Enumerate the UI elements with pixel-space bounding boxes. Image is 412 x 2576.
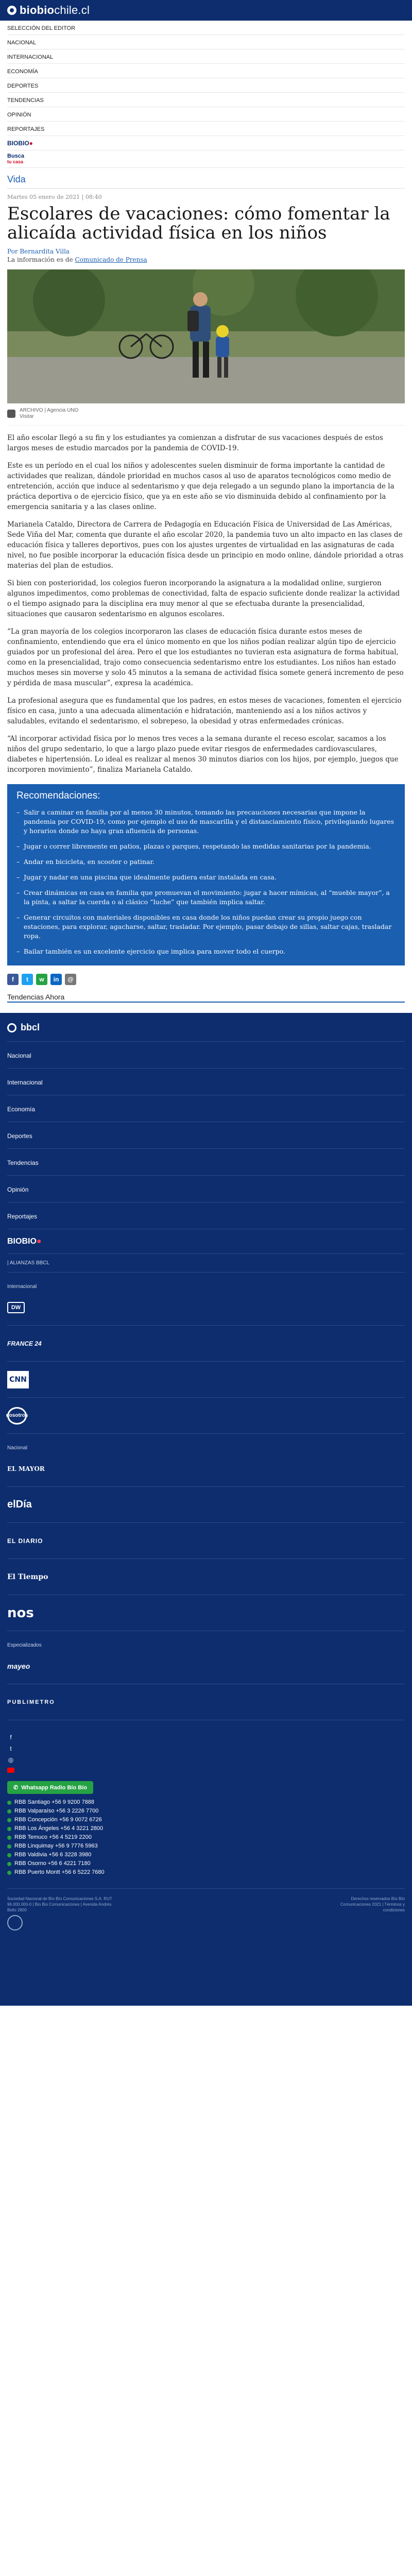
- source-link[interactable]: Comunicado de Prensa: [75, 256, 147, 263]
- whatsapp-dot-icon: [7, 1801, 11, 1805]
- partner-row[interactable]: [7, 1362, 405, 1398]
- whatsapp-dot-icon: [7, 1871, 11, 1875]
- whatsapp-share-icon[interactable]: w: [36, 974, 47, 985]
- phone-text: RBB Temuco +56 4 5219 2200: [14, 1834, 92, 1840]
- facebook-share-icon[interactable]: f: [7, 974, 19, 985]
- phone-item[interactable]: [7, 1842, 405, 1851]
- linkedin-share-icon[interactable]: in: [50, 974, 62, 985]
- whatsapp-dot-icon: [7, 1836, 11, 1840]
- cnn-logo: CNN: [7, 1371, 29, 1388]
- partner-row[interactable]: [7, 1487, 405, 1523]
- phone-item[interactable]: [7, 1807, 405, 1816]
- logo-light-text: chile.cl: [54, 4, 90, 16]
- paragraph: Si bien con posterioridad, los colegios fueron incorporando la asignatura a la modalidad online, surgieron algunos impedimentos, como problemas de conectividad, falta de espacio suficiente donde realizar la actividad o el tiempo asignado para la disciplina era muy menor al que se efectuaba durante la presencialidad, situaciones que causaron sedentarismo en algunos escolares.: [7, 579, 400, 618]
- social-links: [7, 1720, 405, 1773]
- whatsapp-icon: ✆: [13, 1785, 19, 1791]
- share-bar: [7, 974, 405, 985]
- top-header: [0, 0, 412, 21]
- phone-text: RBB Valparaíso +56 3 2226 7700: [14, 1808, 99, 1814]
- menu-item-reportajes[interactable]: REPORTAJES: [7, 122, 405, 136]
- twitter-share-icon[interactable]: t: [22, 974, 33, 985]
- phone-text: RBB Concepción +56 9 0072 6726: [14, 1817, 102, 1823]
- phone-text: RBB Puerto Montt +56 6 5222 7680: [14, 1869, 105, 1875]
- menu-item-seleccion[interactable]: SELECCIÓN DEL EDITOR: [7, 21, 405, 35]
- partner-row[interactable]: [7, 1326, 405, 1362]
- email-share-icon[interactable]: @: [65, 974, 76, 985]
- label-internacional: Internacional: [7, 1284, 37, 1290]
- phone-item[interactable]: [7, 1851, 405, 1859]
- paragraph: Este es un período en el cual los niños y adolescentes suelen disminuir de forma importante la cantidad de actividades que realizan, dándole prioridad en muchos casos al uso de aparatos tecnológicos como medio de entretención, acción que induce al sedentarismo y que deja relegado a un segundo plano la importancia de la práctica deportiva o de ejercicio físico, que ya en este año se vio disminuida debido al confinamiento por la emergencia sanitaria y a las clases online.: [7, 462, 394, 511]
- paragraph: El año escolar llegó a su fin y los estudiantes ya comienzan a disfrutar de sus vacaciones después de estos largos meses de estudio marcados por la pandemia de COVID-19.: [7, 434, 383, 452]
- caption-credit: ARCHIVO | Agencia UNO: [20, 408, 79, 413]
- whatsapp-dot-icon: [7, 1809, 11, 1814]
- mayeo-logo: mayeo: [7, 1662, 30, 1670]
- source-prefix: La información es de: [7, 256, 73, 263]
- legal-row: [7, 1888, 405, 1941]
- main-menu: [0, 21, 412, 168]
- phone-item[interactable]: [7, 1833, 405, 1842]
- nosotros-logo: nosotros: [7, 1407, 27, 1425]
- footer-link-reportajes[interactable]: Reportajes: [7, 1202, 405, 1229]
- el-diario-logo: EL DIARIO: [7, 1537, 43, 1545]
- label-especializados: Especializados: [7, 1642, 42, 1648]
- phone-text: RBB Valdivia +56 6 3228 3980: [14, 1852, 92, 1858]
- footer-link-tendencias[interactable]: Tendencias: [7, 1149, 405, 1176]
- menu-item-internacional[interactable]: INTERNACIONAL: [7, 49, 405, 64]
- phone-text: RBB Linquimay +56 9 7776 5963: [14, 1843, 98, 1849]
- buscar-sub: tu casa: [7, 159, 24, 164]
- recommendation-item: – Generar circuitos con materiales disponibles en casa donde los niños puedan crear su propio juego con estaciones, para explorar, agacharse, saltar, trasladar. Por ejemplo, pasar debajo de sillas, saltar cajas, trasladar ropa.: [16, 913, 396, 941]
- recommendation-item: – Jugar y nadar en una piscina que idealmente pudiera estar instalada en casa.: [16, 873, 396, 882]
- footer-logo-icon: [7, 1023, 16, 1032]
- partner-row[interactable]: [7, 1523, 405, 1559]
- phone-item[interactable]: [7, 1798, 405, 1807]
- menu-bbcl-row[interactable]: [7, 136, 405, 150]
- dw-logo: DW: [7, 1302, 25, 1313]
- site-logo[interactable]: [7, 4, 90, 17]
- article-body: [7, 433, 405, 775]
- article-source: [7, 256, 405, 263]
- article-dateline: Martes 05 enero de 2021 | 08:40: [7, 194, 102, 200]
- tendencias-label: Tendencias Ahora: [7, 993, 67, 1001]
- recommendations-box: [7, 784, 405, 965]
- legal-left-text: Sociedad Nacional de Bío Bío Comunicaciones S.A. RUT 96.000.000-0 | Bio Bio Comunicaciones | Avenida Andrés Bello 2800: [7, 1896, 112, 1912]
- legal-right-text[interactable]: Derechos reservados Bío Bío Comunicaciones 2021 | Términos y condiciones: [340, 1896, 405, 1912]
- busca-tu-casa-logo: [7, 154, 24, 165]
- instagram-icon[interactable]: ◎: [8, 1756, 14, 1764]
- phone-text: RBB Santiago +56 9 9200 7888: [14, 1799, 95, 1805]
- recommendation-item: – Crear dinámicas en casa en familia que promuevan el movimiento: jugar a hacer mímicas, al “mueble mayor”, a la pinta, a saltar la cuerda o al clásico “luche” que también implica saltar.: [16, 888, 396, 907]
- recommendation-item: – Andar en bicicleta, en scooter o patinar.: [16, 857, 396, 867]
- paragraph: “La gran mayoría de los colegios incorporaron las clases de educación física durante estos meses de confinamiento, entendiendo que era el único momento en que los niños podían realizar algún tipo de ejercicio guiados por un profesional del área. Pero el que los estudiantes no tuvieran esta asignatura de forma habitual, como en la presencialidad, trajo como consecuencia sedentarismo entre los estudiantes. Los niños han estado muchos meses sin moverse y solo 45 minutos a la semana de actividad física somete generá incremento de peso y pérdida de masa muscular”, expresa la académica.: [7, 628, 404, 687]
- twitter-icon[interactable]: t: [10, 1745, 12, 1752]
- partner-row[interactable]: [7, 1684, 405, 1720]
- whatsapp-dot-icon: [7, 1818, 11, 1822]
- bbcl-logo: BIOBIO●: [7, 139, 33, 147]
- whatsapp-button[interactable]: [7, 1781, 93, 1794]
- partner-row[interactable]: [7, 1451, 405, 1487]
- footer-link-opinion[interactable]: Opinión: [7, 1176, 405, 1202]
- footer-link-deportes[interactable]: Deportes: [7, 1122, 405, 1149]
- recommendation-item: – Salir a caminar en familia por al menos 30 minutos, tomando las precauciones necesarias que impone la pandemia por COVID-19, como por ejemplo el uso de mascarilla y el distanciamiento físico, privilegiando lugares y horarios donde no haya gran afluencia de personas.: [16, 808, 396, 836]
- footer-bottom-space: [7, 1941, 405, 2006]
- logo-bold-text: biobio: [20, 4, 55, 16]
- phone-item[interactable]: [7, 1824, 405, 1833]
- eldia-logo: elDía: [7, 1499, 32, 1510]
- bbcl-logo-text: BIOBIO: [7, 139, 29, 147]
- article-title: Escolares de vacaciones: cómo fomentar la alicaída actividad física en los niños: [7, 204, 390, 243]
- france24-logo: FRANCE 24: [7, 1340, 42, 1347]
- phone-item[interactable]: [7, 1859, 405, 1868]
- whatsapp-dot-icon: [7, 1827, 11, 1831]
- el-tiempo-logo: El Tiempo: [7, 1572, 48, 1581]
- logo-mark-icon: [7, 6, 16, 15]
- partner-row[interactable]: [7, 1290, 405, 1326]
- phone-item[interactable]: [7, 1868, 405, 1877]
- nos-logo: nos: [7, 1605, 34, 1621]
- publimetro-logo: PUBLIMETRO: [7, 1699, 55, 1705]
- whatsapp-dot-icon: [7, 1862, 11, 1866]
- alianzas-label: | ALIANZAS BBCL: [7, 1254, 405, 1273]
- el-mayor-logo: EL MAYOR: [7, 1465, 45, 1472]
- caption-visit-link[interactable]: Visitar: [20, 414, 34, 419]
- menu-buscar-row[interactable]: [7, 150, 405, 168]
- hero-image: [7, 269, 405, 403]
- article-author[interactable]: Por Bernardita Villa: [7, 248, 70, 255]
- menu-item-economia[interactable]: ECONOMÍA: [7, 64, 405, 78]
- buscar-text: Busca: [7, 152, 25, 159]
- recommendation-item: – Bailar también es un excelente ejercicio que implica para mover todo el cuerpo.: [16, 947, 396, 956]
- footer-link-economia[interactable]: Economía: [7, 1095, 405, 1122]
- youtube-icon[interactable]: [7, 1768, 14, 1773]
- phone-item[interactable]: [7, 1816, 405, 1824]
- footer-logo[interactable]: [7, 1022, 405, 1033]
- recommendations-title: Recomendaciones:: [16, 790, 100, 801]
- facebook-icon[interactable]: f: [10, 1734, 12, 1741]
- partner-row[interactable]: [7, 1559, 405, 1595]
- photo-caption: [7, 408, 405, 426]
- phone-text: RBB Osorno +56 6 4221 7180: [14, 1860, 91, 1867]
- paragraph: Marianela Cataldo, Directora de Carrera de Pedagogía en Educación Física de Universidad de Las Américas, Sede Viña del Mar, comenta que durante el año escolar 2020, la pandemia tuvo un alto impacto en las clases de educación física y talleres deportivos, pues con los ajustes urgentes de virtualidad en las asignaturas de cada nivel, no fue posible incorporar la educación física desde un principio en modo online, dándole prioridad a otras materias del plan de estudios.: [7, 520, 404, 570]
- menu-item-nacional[interactable]: NACIONAL: [7, 35, 405, 49]
- partner-row[interactable]: [7, 1595, 405, 1631]
- phone-text: RBB Los Ángeles +56 4 3221 2800: [14, 1825, 104, 1832]
- footer-link-nacional[interactable]: Nacional: [7, 1042, 405, 1069]
- footer-bbcl-row[interactable]: [7, 1229, 405, 1254]
- footer-logo-text: bbcl: [21, 1022, 40, 1032]
- hero-photo-illustration: [7, 269, 405, 403]
- whatsapp-label: Whatsapp Radio Bío Bío: [21, 1784, 87, 1791]
- partner-row[interactable]: [7, 1648, 405, 1684]
- section-tab-vida[interactable]: Vida: [7, 174, 405, 189]
- phone-list: [7, 1798, 405, 1877]
- menu-item-tendencias[interactable]: TENDENCIAS: [7, 93, 405, 107]
- agency-icon: [7, 410, 15, 418]
- partner-row[interactable]: [7, 1398, 405, 1434]
- seal-icon: [7, 1915, 23, 1930]
- menu-item-deportes[interactable]: DEPORTES: [7, 78, 405, 93]
- menu-item-opinion[interactable]: OPINIÓN: [7, 107, 405, 122]
- whatsapp-dot-icon: [7, 1844, 11, 1849]
- paragraph: La profesional asegura que es fundamental que los padres, en estos meses de vacaciones, fomenten el ejercicio físico en casa, junto a una adecuada alimentación e hidratación, manteniendo así a los niños activos y saludables, evitando el sedentarismo, el sobrepeso, la obesidad y otras enfermedades crónicas.: [7, 697, 402, 725]
- recommendation-item: – Jugar o correr libremente en patios, plazas o parques, respetando las medidas sanitarias por la pandemia.: [16, 842, 396, 851]
- footer-link-internacional[interactable]: Internacional: [7, 1069, 405, 1095]
- footer: [0, 1013, 412, 2006]
- paragraph: “Al incorporar actividad física por lo menos tres veces a la semana durante el receso escolar, sacamos a los niños del grupo sedentario, lo que a largo plazo puede evitar riesgos de enfermedades cardiovasculares, diabetes e hipertensión. Lo ideal es realizar al menos 30 minutos diarios con los hijos, por ejemplo, juegos que incorporen movimiento”, finaliza Marianela Cataldo.: [7, 735, 399, 774]
- article: [0, 194, 412, 1003]
- label-nacional: Nacional: [7, 1445, 27, 1451]
- footer-bbcl-text: BIOBIO: [7, 1236, 37, 1246]
- whatsapp-dot-icon: [7, 1853, 11, 1857]
- footer-bbcl-logo: BIOBIO●: [7, 1236, 42, 1246]
- tendencias-header: [7, 994, 405, 1003]
